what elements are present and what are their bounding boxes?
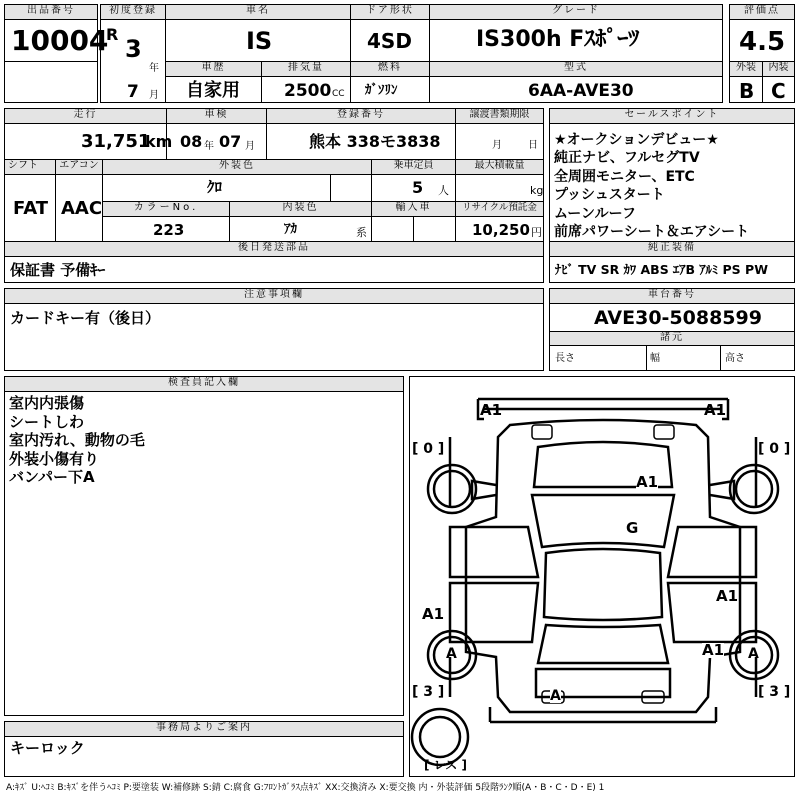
equipment-box bbox=[549, 241, 795, 283]
specs-header: 諸元 bbox=[550, 331, 794, 346]
lot-number: 10004 bbox=[11, 24, 109, 57]
exterior-color: ｸﾛ bbox=[207, 178, 223, 196]
capacity-header: 乗車定員 bbox=[372, 160, 455, 175]
caution: カードキー有（後日） bbox=[10, 309, 161, 327]
model-type-header: 型式 bbox=[430, 62, 722, 77]
door-type: 4SD bbox=[367, 29, 412, 53]
sales-point-item: 純正ナビ、フルセグTV bbox=[554, 150, 700, 167]
capacity-cell bbox=[371, 159, 456, 202]
sales-point-item: ★オークションデビュー★ bbox=[554, 132, 719, 148]
later-parts: 保証書 予備ｷｰ bbox=[10, 261, 106, 279]
first-registration-era: R bbox=[106, 25, 119, 44]
sales-points-header: セールスポイント bbox=[550, 109, 794, 124]
exterior-score-cell bbox=[729, 61, 763, 103]
caution-header: 注意事項欄 bbox=[5, 289, 543, 304]
shift-cell bbox=[4, 159, 56, 242]
inspector-notes bbox=[9, 394, 145, 487]
history: 自家用 bbox=[186, 80, 240, 101]
sales-point-item: ムーンルーフ bbox=[554, 205, 636, 222]
transfer-deadline-header: 譲渡書類期限 bbox=[456, 109, 543, 124]
spec-width: 幅 bbox=[650, 353, 660, 364]
chassis-number: AVE30-5088599 bbox=[594, 307, 762, 329]
plate-number: 熊本 338モ3838 bbox=[309, 132, 441, 151]
exterior-score-header: 外装 bbox=[730, 62, 762, 77]
interior-color-header: 内装色 bbox=[230, 202, 371, 217]
max-load-cell bbox=[455, 159, 544, 202]
interior-score-cell bbox=[762, 61, 795, 103]
model-name-cell bbox=[165, 4, 351, 62]
damage-left-rear-wheel: A bbox=[446, 646, 457, 662]
score-cell bbox=[729, 4, 795, 62]
later-parts-box bbox=[4, 241, 544, 283]
max-load-unit: kg bbox=[530, 184, 544, 197]
inspector-note-item: 外装小傷有り bbox=[9, 449, 100, 468]
mileage-cell bbox=[4, 108, 173, 160]
inspector-header: 検査員記入欄 bbox=[5, 377, 403, 392]
history-cell bbox=[165, 61, 262, 103]
displacement-header: 排気量 bbox=[262, 62, 350, 77]
damage-front-right: A1 bbox=[704, 401, 727, 419]
sales-point-item: 全周囲モニター、ETC bbox=[554, 168, 695, 185]
inspector-note-item: 室内内張傷 bbox=[9, 394, 85, 412]
chassis-box bbox=[549, 288, 795, 371]
lot-number-blank bbox=[4, 61, 98, 103]
mileage: 31,751 bbox=[81, 131, 151, 152]
interior-color: ｱｶ bbox=[284, 222, 297, 237]
color-number-header: カラーNo. bbox=[103, 202, 229, 217]
overall-score: 4.5 bbox=[739, 27, 786, 57]
fuel: ｶﾞｿﾘﾝ bbox=[365, 83, 398, 98]
sales-point-item: プッシュスタート bbox=[554, 187, 665, 204]
tire-front-left: [ 0 ] bbox=[412, 441, 445, 457]
car-diagram bbox=[409, 376, 795, 777]
aircon-header: エアコン bbox=[56, 160, 102, 175]
grade-cell bbox=[429, 4, 723, 62]
model-type: 6AA-AVE30 bbox=[528, 81, 634, 101]
sales-points-box bbox=[549, 108, 795, 242]
inspection-cell bbox=[166, 108, 267, 160]
damage-rear-bumper: A bbox=[550, 688, 561, 704]
sales-points-list bbox=[554, 131, 749, 241]
damage-windshield: G bbox=[626, 519, 639, 537]
color-number: 223 bbox=[153, 221, 185, 239]
plate-header: 登録番号 bbox=[267, 109, 455, 124]
shift-header: シフト bbox=[5, 160, 55, 175]
aircon: AAC bbox=[61, 198, 103, 219]
plate-cell bbox=[266, 108, 456, 160]
damage-right-rear-fender: A1 bbox=[702, 641, 725, 659]
import-cell bbox=[371, 201, 456, 242]
inspection-month-unit: 月 bbox=[245, 141, 255, 152]
exterior-score: B bbox=[739, 79, 755, 103]
first-registration-year: 3 bbox=[125, 35, 142, 63]
tire-rear-right: [ 3 ] bbox=[758, 684, 791, 700]
legend: A:ｷｽﾞ U:ﾍｺﾐ B:ｷｽﾞを伴うﾍｺﾐ P:要塗装 W:補修跡 S:錆 C:腐食 G:ﾌﾛﾝﾄｶﾞﾗｽ点ｷｽﾞ XX:交換済み X:要交換 内・外装評価 5段階ﾗﾝｸ順(A・B・C・D・E) 1 bbox=[6, 783, 605, 793]
tire-front-right: [ 0 ] bbox=[758, 441, 791, 457]
equipment-header: 純正装備 bbox=[550, 242, 794, 257]
history-header: 車歴 bbox=[166, 62, 261, 77]
office-box bbox=[4, 721, 404, 777]
model-name: IS bbox=[246, 27, 273, 55]
recycle-unit: 円 bbox=[531, 226, 542, 239]
first-registration-month: 7 bbox=[127, 82, 139, 102]
recycle-amount: 10,250 bbox=[472, 221, 530, 239]
import-header: 輸入車 bbox=[372, 202, 455, 217]
spare-tire: [ レス ] bbox=[424, 758, 467, 772]
spec-height: 高さ bbox=[725, 353, 745, 364]
transfer-day-unit: 日 bbox=[528, 140, 538, 151]
interior-score-header: 内装 bbox=[763, 62, 794, 77]
equipment: ﾅﾋﾞ TV SR ｶﾜ ABS ｴｱB ｱﾙﾐ PS PW bbox=[555, 262, 768, 277]
transfer-deadline-cell bbox=[455, 108, 544, 160]
later-parts-header: 後日発送部品 bbox=[5, 242, 543, 257]
capacity: 5 bbox=[412, 178, 424, 197]
first-registration-cell bbox=[100, 4, 166, 103]
inspector-note-item: シートしわ bbox=[9, 412, 85, 431]
inspection-year-unit: 年 bbox=[204, 141, 214, 152]
interior-score: C bbox=[771, 79, 786, 103]
damage-front-left: A1 bbox=[480, 401, 503, 419]
grade: IS300h Fｽﾎﾟｰﾂ bbox=[476, 27, 640, 52]
inspection-header: 車検 bbox=[167, 109, 266, 124]
score-header: 評価点 bbox=[730, 5, 794, 20]
damage-right-rear-wheel: A bbox=[748, 646, 759, 662]
office-header: 事務局よりご案内 bbox=[5, 722, 403, 737]
mileage-unit: km bbox=[145, 132, 173, 151]
office-note: キーロック bbox=[10, 739, 85, 757]
recycle-cell bbox=[455, 201, 544, 242]
sales-point-item: 前席パワーシート＆エアシート bbox=[554, 224, 750, 241]
inspector-note-item: 室内汚れ、動物の毛 bbox=[9, 431, 145, 450]
fuel-header: 燃料 bbox=[351, 62, 429, 77]
fuel-cell bbox=[350, 61, 430, 103]
spec-length: 長さ bbox=[555, 353, 575, 364]
inspector-note-item: バンパー下A bbox=[9, 468, 95, 487]
tire-rear-left: [ 3 ] bbox=[412, 684, 445, 700]
displacement-unit: CC bbox=[332, 89, 345, 99]
interior-color-unit: 系 bbox=[356, 226, 367, 239]
model-type-cell bbox=[429, 61, 723, 103]
inspection-month: 07 bbox=[219, 132, 242, 151]
caution-box bbox=[4, 288, 544, 371]
car-outline bbox=[410, 377, 794, 776]
capacity-unit: 人 bbox=[438, 184, 449, 197]
inspector-box bbox=[4, 376, 404, 716]
chassis-header: 車台番号 bbox=[550, 289, 794, 304]
first-registration-month-unit: 月 bbox=[149, 90, 159, 101]
exterior-color-cell bbox=[102, 159, 372, 202]
door-cell bbox=[350, 4, 430, 62]
interior-color-cell bbox=[229, 201, 372, 242]
color-number-cell bbox=[102, 201, 230, 242]
damage-left-front-door: A1 bbox=[422, 605, 445, 623]
first-registration-header: 初度登録 bbox=[101, 5, 165, 20]
damage-hood: A1 bbox=[636, 473, 659, 491]
recycle-header: リサイクル預託金 bbox=[456, 202, 543, 217]
lot-number-cell bbox=[4, 4, 109, 62]
model-name-header: 車名 bbox=[166, 5, 350, 20]
aircon-cell bbox=[55, 159, 103, 242]
mileage-header: 走行 bbox=[5, 109, 166, 124]
transfer-month-unit: 月 bbox=[492, 140, 502, 151]
inspection-year: 08 bbox=[180, 132, 203, 151]
damage-right-rear-door: A1 bbox=[716, 587, 739, 605]
displacement: 2500 bbox=[284, 81, 332, 101]
max-load-header: 最大積載量 bbox=[456, 160, 543, 175]
displacement-cell bbox=[261, 61, 351, 103]
exterior-color-header: 外装色 bbox=[103, 160, 371, 175]
lot-number-header: 出品番号 bbox=[5, 5, 97, 20]
shift: FAT bbox=[13, 198, 49, 219]
door-header: ドア形状 bbox=[351, 5, 429, 20]
grade-header: グレード bbox=[430, 5, 722, 20]
first-registration-year-unit: 年 bbox=[149, 63, 159, 74]
